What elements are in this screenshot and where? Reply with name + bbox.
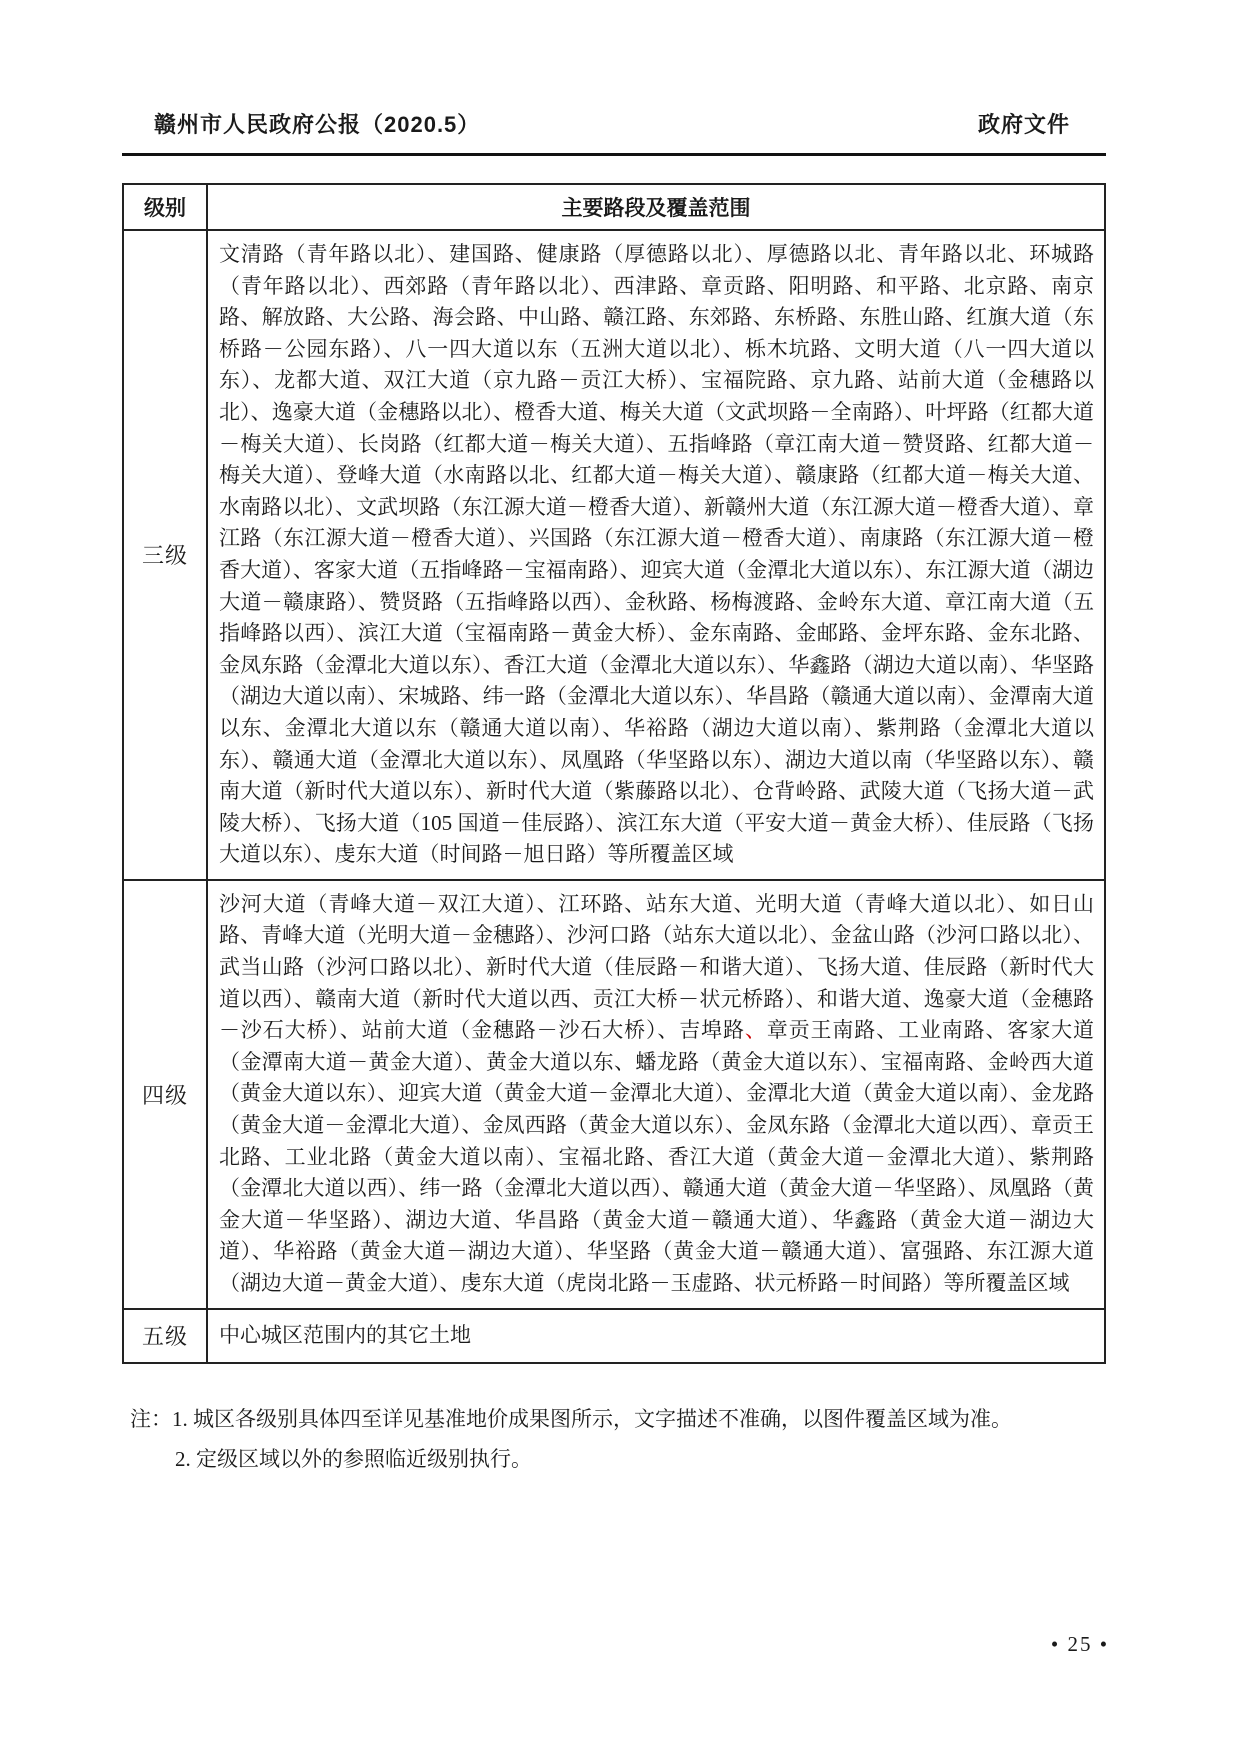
level-5-label: 五级: [123, 1309, 207, 1363]
gazette-title: 赣州市人民政府公报（2020.5）: [154, 112, 481, 137]
footnote-2: [130, 1444, 1106, 1475]
level-3-coverage-text: 文清路（青年路以北）、建国路、健康路（厚德路以北）、厚德路以北、青年路以北、环城路（青年路以北）、西郊路（青年路以北）、西津路、章贡路、阳明路、和平路、北京路、南京路、解放路、大公路、海会路、中山路、赣江路、东郊路、东桥路、东胜山路、红旗大道（东桥路－公园东路）、八一四大道以东（五洲大道以北）、栎木坑路、文明大道（八一四大道以东）、龙都大道、双江大道（京九路－贡江大桥）、宝福院路、京九路、站前大道（金穗路以北）、逸豪大道（金穗路以北）、橙香大道、梅关大道（文武坝路－全南路）、叶坪路（红都大道－梅关大道）、长岗路（红都大道－梅关大道）、五指峰路（章江南大道－赞贤路、红都大道－梅关大道）、登峰大道（水南路以北、红都大道－梅关大道）、赣康路（红都大道－梅关大道、水南路以北）、文武坝路（东江源大道－橙香大道）、新赣州大道（东江源大道－橙香大道）、章江路（东江源大道－橙香大道）、兴国路（东江源大道－橙香大道）、南康路（东江源大道－橙香大道）、客家大道（五指峰路－宝福南路）、迎宾大道（金潭北大道以东）、东江源大道（湖边大道－赣康路）、赞贤路（五指峰路以西）、金秋路、杨梅渡路、金岭东大道、章江南大道（五指峰路以西）、滨江大道（宝福南路－黄金大桥）、金东南路、金邮路、金坪东路、金东北路、金凤东路（金潭北大道以东）、香江大道（金潭北大道以东）、华鑫路（湖边大道以南）、华坚路（湖边大道以南）、宋城路、纬一路（金潭北大道以东）、华昌路（赣通大道以南）、金潭南大道以东、金潭北大道以东（赣通大道以南）、华裕路（湖边大道以南）、紫荆路（金潭北大道以东）、赣通大道（金潭北大道以东）、凤凰路（华坚路以东）、湖边大道以南（华坚路以东）、赣南大道（新时代大道以东）、新时代大道（紫藤路以北）、仓背岭路、武陵大道（飞扬大道－武陵大桥）、飞扬大道（105 国道－佳辰路）、滨江东大道（平安大道－黄金大桥）、佳辰路（飞扬大道以东）、虔东大道（时间路－旭日路）等所覆盖区域: [207, 230, 1105, 880]
footnote-prefix: 注：: [130, 1406, 172, 1431]
footnote-2-text: 2. 定级区域以外的参照临近级别执行。: [175, 1446, 532, 1471]
footnote-1-text: 1. 城区各级别具体四至详见基准地价成果图所示，文字描述不准确，以图件覆盖区域为准。: [172, 1406, 1012, 1431]
level-4-coverage-text: [207, 880, 1105, 1309]
column-header-coverage: 主要路段及覆盖范围: [207, 184, 1105, 230]
level-4-label: 四级: [123, 880, 207, 1309]
header-rule: [122, 153, 1106, 156]
level-4-text-before-red: 沙河大道（青峰大道－双江大道）、江环路、站东大道、光明大道（青峰大道以北）、如日山路、青峰大道（光明大道－金穗路）、沙河口路（站东大道以北）、金盆山路（沙河口路以北）、武当山路（沙河口路以北）、新时代大道（佳辰路－和谐大道）、飞扬大道、佳辰路（新时代大道以西）、赣南大道（新时代大道以西、贡江大桥－状元桥路）、和谐大道、逸豪大道（金穗路－沙石大桥）、站前大道（金穗路－沙石大桥）、吉埠路: [219, 891, 1094, 1043]
table-row-level-3: [123, 230, 1105, 880]
footnotes: [122, 1404, 1106, 1475]
road-grade-table: [122, 183, 1106, 1364]
table-row-level-4: [123, 880, 1105, 1309]
level-4-text-after-red: 章贡王南路、工业南路、客家大道（金潭南大道－黄金大道）、黄金大道以东、蟠龙路（黄金大道以东）、宝福南路、金岭西大道（黄金大道以东）、迎宾大道（黄金大道－金潭北大道）、金潭北大道（黄金大道以南）、金龙路（黄金大道－金潭北大道）、金凤西路（黄金大道以东）、金凤东路（金潭北大道以西）、章贡王北路、工业北路（黄金大道以南）、宝福北路、香江大道（黄金大道－金潭北大道）、紫荆路（金潭北大道以西）、纬一路（金潭北大道以西）、赣通大道（黄金大道－华坚路）、凤凰路（黄金大道－华坚路）、湖边大道、华昌路（黄金大道－赣通大道）、华鑫路（黄金大道－湖边大道）、华裕路（黄金大道－湖边大道）、华坚路（黄金大道－赣通大道）、富强路、东江源大道（湖边大道－黄金大道）、虔东大道（虎岗北路－玉虚路、状元桥路－时间路）等所覆盖区域: [219, 1018, 1094, 1295]
red-punctuation-mark: 、: [744, 1018, 767, 1043]
footnote-1: [130, 1404, 1106, 1435]
column-header-level: 级别: [123, 184, 207, 230]
level-5-coverage-text: 中心城区范围内的其它土地: [207, 1309, 1105, 1363]
level-3-label: 三级: [123, 230, 207, 880]
page-content: [122, 0, 1106, 1475]
page-number: • 25 •: [1050, 1632, 1110, 1656]
table-header-row: [123, 184, 1105, 230]
page-header: [122, 0, 1106, 153]
table-row-level-5: [123, 1309, 1105, 1363]
document-category-label: 政府文件: [977, 112, 1070, 137]
